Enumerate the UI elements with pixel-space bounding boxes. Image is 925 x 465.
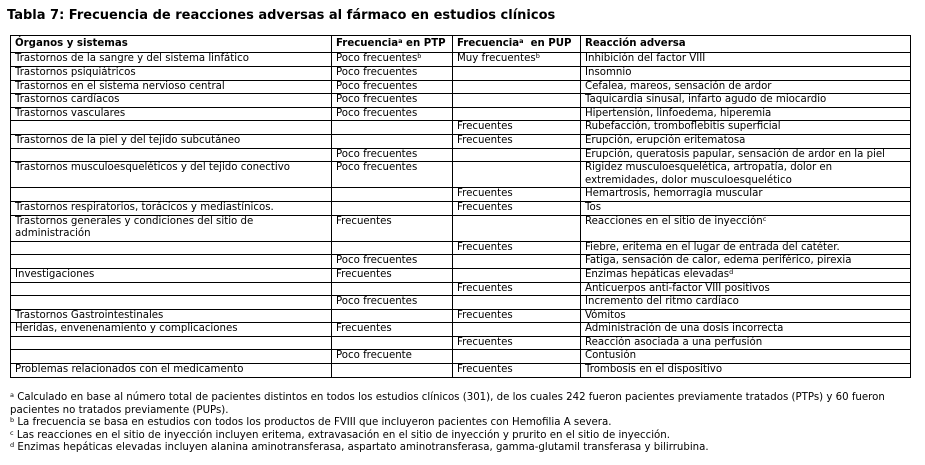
- reaction-cell: Administración de una dosis incorrecta: [581, 323, 911, 337]
- reaction-cell: Incremento del ritmo cardíaco: [581, 296, 911, 310]
- table-row: [11, 162, 911, 188]
- table-row: [11, 350, 911, 364]
- organ-cell: Trastornos en el sistema nervioso central: [11, 80, 332, 94]
- pup-cell: Frecuentes: [453, 364, 581, 378]
- organ-cell: [11, 296, 332, 310]
- reaction-cell: Cefalea, mareos, sensación de ardor: [581, 80, 911, 94]
- organ-cell: [11, 336, 332, 350]
- footnote-a: $^a$ Calculado en base al número total de pacientes distintos en todos los estudios clínicos (301), de los cuales 242 fueron pacientes previamente tratados (PTPs) y 60 fueron pacientes no tratados previamente (PUPs).: [10, 391, 885, 416]
- ptp-cell: Poco frecuentes: [332, 255, 453, 269]
- organ-cell: Trastornos respiratorios, torácicos y mediastínicos.: [11, 201, 332, 215]
- table-row: [11, 107, 911, 121]
- header-frequency-pup: Frecuencia$^a$ en PUP: [453, 36, 581, 53]
- adverse-reactions-table: [10, 35, 911, 378]
- table-row: [11, 336, 911, 350]
- organ-cell: [11, 255, 332, 269]
- footnote-d: $^d$ Enzimas hepáticas elevadas incluyen alanina aminotransferasa, aspartato aminotransferasa, gamma-glutamil transferasa y bilirrubina.: [10, 441, 709, 454]
- organ-cell: Trastornos psiquiátricos: [11, 67, 332, 81]
- reaction-cell: Erupción, queratosis papular, sensación de ardor en la piel: [581, 148, 911, 162]
- table-row: [11, 241, 911, 255]
- pup-cell: [453, 296, 581, 310]
- organ-cell: Trastornos musculoesqueléticos y del tejido conectivo: [11, 162, 332, 188]
- pup-cell: [453, 323, 581, 337]
- pup-cell: [453, 67, 581, 81]
- table-row: [11, 148, 911, 162]
- pup-cell: Muy frecuentes$^b$: [453, 53, 581, 67]
- ptp-cell: Poco frecuentes: [332, 162, 453, 188]
- reaction-cell: Fiebre, eritema en el lugar de entrada del catéter.: [581, 241, 911, 255]
- organ-cell: Trastornos de la sangre y del sistema linfático: [11, 53, 332, 67]
- table-row: [11, 268, 911, 282]
- organ-cell: [11, 121, 332, 135]
- reaction-cell: Erupción, erupción eritematosa: [581, 134, 911, 148]
- organ-cell: Trastornos vasculares: [11, 107, 332, 121]
- reaction-cell: Inhibición del factor VIII: [581, 53, 911, 67]
- ptp-cell: Frecuentes: [332, 268, 453, 282]
- table-row: [11, 53, 911, 67]
- pup-cell: [453, 148, 581, 162]
- ptp-cell: [332, 241, 453, 255]
- footnote-c: $^c$ Las reacciones en el sitio de inyección incluyen eritema, extravasación en el sitio de inyección y prurito en el sitio de inyección.: [10, 428, 670, 441]
- table-row: [11, 188, 911, 202]
- pup-cell: Frecuentes: [453, 241, 581, 255]
- ptp-cell: Poco frecuentes: [332, 80, 453, 94]
- organ-cell: [11, 188, 332, 202]
- reaction-cell: Fatiga, sensación de calor, edema periférico, pirexia: [581, 255, 911, 269]
- reaction-cell: Taquicardia sinusal, infarto agudo de miocardio: [581, 94, 911, 108]
- ptp-cell: Poco frecuentes: [332, 94, 453, 108]
- table-row: [11, 134, 911, 148]
- reaction-cell: Tos: [581, 201, 911, 215]
- organ-cell: [11, 241, 332, 255]
- table-row: [11, 282, 911, 296]
- header-organ-systems: Órganos y sistemas: [11, 36, 332, 53]
- table-header-row: [11, 36, 911, 53]
- table-row: [11, 201, 911, 215]
- ptp-cell: [332, 336, 453, 350]
- pup-cell: Frecuentes: [453, 134, 581, 148]
- table-row: [11, 323, 911, 337]
- organ-cell: Heridas, envenenamiento y complicaciones: [11, 323, 332, 337]
- reaction-cell: Contusión: [581, 350, 911, 364]
- table-row: [11, 296, 911, 310]
- ptp-cell: Poco frecuentes: [332, 148, 453, 162]
- table-row: [11, 215, 911, 241]
- pup-cell: [453, 94, 581, 108]
- pup-cell: Frecuentes: [453, 309, 581, 323]
- ptp-cell: Frecuentes: [332, 215, 453, 241]
- ptp-cell: Poco frecuentes: [332, 296, 453, 310]
- reaction-cell: Reacción asociada a una perfusión: [581, 336, 911, 350]
- pup-cell: [453, 268, 581, 282]
- ptp-cell: Poco frecuentes: [332, 67, 453, 81]
- pup-cell: [453, 215, 581, 241]
- ptp-cell: Poco frecuente: [332, 350, 453, 364]
- organ-cell: [11, 350, 332, 364]
- footnotes: [10, 392, 910, 455]
- organ-cell: [11, 148, 332, 162]
- table-row: [11, 67, 911, 81]
- pup-cell: [453, 80, 581, 94]
- pup-cell: [453, 350, 581, 364]
- organ-cell: Trastornos generales y condiciones del sitio de administración: [11, 215, 332, 241]
- ptp-cell: [332, 188, 453, 202]
- table-row: [11, 121, 911, 135]
- organ-cell: Trastornos cardíacos: [11, 94, 332, 108]
- table-row: [11, 309, 911, 323]
- reaction-cell: Trombosis en el dispositivo: [581, 364, 911, 378]
- organ-cell: Problemas relacionados con el medicamento: [11, 364, 332, 378]
- pup-cell: Frecuentes: [453, 121, 581, 135]
- table-title: Tabla 7: Frecuencia de reacciones adversas al fármaco en estudios clínicos: [7, 8, 556, 23]
- reaction-cell: Vómitos: [581, 309, 911, 323]
- reaction-cell: Reacciones en el sitio de inyección$^c$: [581, 215, 911, 241]
- reaction-cell: Rubefacción, tromboflebitis superficial: [581, 121, 911, 135]
- organ-cell: Investigaciones: [11, 268, 332, 282]
- pup-cell: Frecuentes: [453, 336, 581, 350]
- header-frequency-ptp: Frecuencia$^a$ en PTP: [332, 36, 453, 53]
- organ-cell: [11, 282, 332, 296]
- pup-cell: Frecuentes: [453, 282, 581, 296]
- footnote-b: $^b$ La frecuencia se basa en estudios con todos los productos de FVIII que incluyeron pacientes con Hemofilia A severa.: [10, 416, 612, 429]
- ptp-cell: [332, 282, 453, 296]
- ptp-cell: [332, 309, 453, 323]
- pup-cell: [453, 107, 581, 121]
- table-row: [11, 364, 911, 378]
- pup-cell: [453, 162, 581, 188]
- reaction-cell: Insomnio: [581, 67, 911, 81]
- reaction-cell: Rigidez musculoesquelética, artropatía, dolor en extremidades, dolor musculoesquelético: [581, 162, 911, 188]
- pup-cell: Frecuentes: [453, 188, 581, 202]
- ptp-cell: [332, 364, 453, 378]
- pup-cell: [453, 255, 581, 269]
- ptp-cell: [332, 201, 453, 215]
- header-adverse-reaction: Reacción adversa: [581, 36, 911, 53]
- table-row: [11, 94, 911, 108]
- reaction-cell: Anticuerpos anti-factor VIII positivos: [581, 282, 911, 296]
- ptp-cell: [332, 121, 453, 135]
- reaction-cell: Hemartrosis, hemorragia muscular: [581, 188, 911, 202]
- ptp-cell: Poco frecuentes$^b$: [332, 53, 453, 67]
- table-row: [11, 255, 911, 269]
- pup-cell: Frecuentes: [453, 201, 581, 215]
- reaction-cell: Enzimas hepáticas elevadas$^d$: [581, 268, 911, 282]
- organ-cell: Trastornos de la piel y del tejido subcutáneo: [11, 134, 332, 148]
- reaction-cell: Hipertensión, linfoedema, hiperemia: [581, 107, 911, 121]
- ptp-cell: [332, 134, 453, 148]
- organ-cell: Trastornos Gastrointestinales: [11, 309, 332, 323]
- ptp-cell: Poco frecuentes: [332, 107, 453, 121]
- ptp-cell: Frecuentes: [332, 323, 453, 337]
- table-row: [11, 80, 911, 94]
